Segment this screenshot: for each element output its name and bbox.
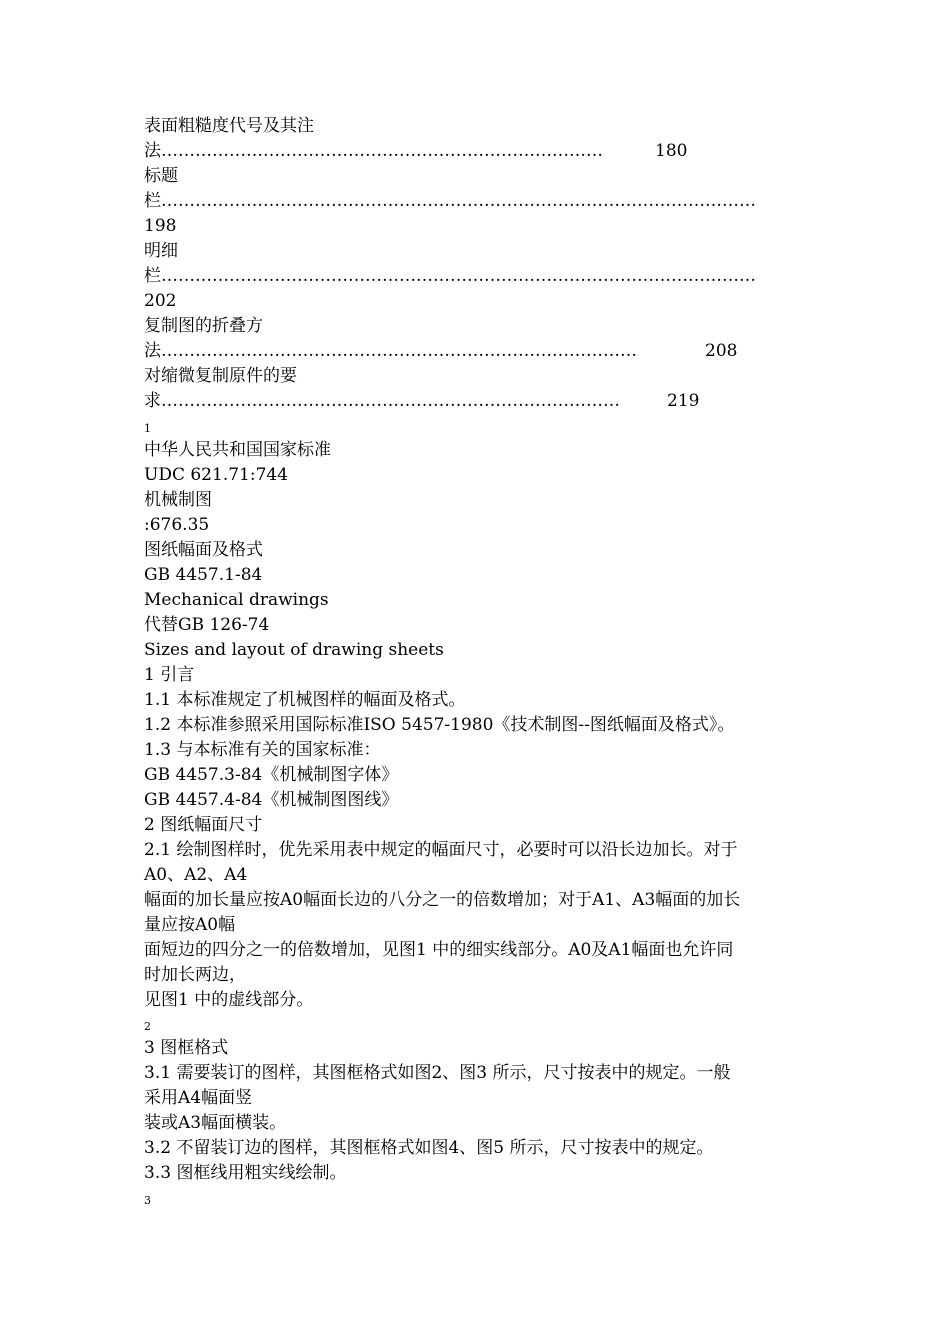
- section-3-line: 3.3 图框线用粗实线绘制。: [144, 1163, 347, 1183]
- title-cn: 图纸幅面及格式: [144, 540, 263, 560]
- section-3-line: 3.2 不留装订边的图样，其图框格式如图4、图5 所示，尺寸按表中的规定。: [144, 1138, 714, 1158]
- section-2-line: 2.1 绘制图样时，优先采用表中规定的幅面尺寸，必要时可以沿长边加长。对于: [144, 840, 738, 860]
- national-standard-label: 中华人民共和国国家标准: [144, 440, 331, 460]
- section-3-line: 采用A4幅面竖: [144, 1088, 253, 1108]
- toc-entry-2-title: 标题: [144, 166, 178, 186]
- section-2-line: A0、A2、A4: [144, 865, 248, 885]
- class-code: :676.35: [144, 515, 210, 535]
- toc-entry-2-dots: ……………………………………………………………………………………………: [161, 191, 756, 211]
- toc-entry-4-leader: [144, 341, 737, 361]
- section-1-2: 1.2 本标准参照采用国际标准ISO 5457-1980《技术制图--图纸幅面及格式》。: [144, 715, 735, 735]
- section-2-line: 见图1 中的虚线部分。: [144, 990, 314, 1010]
- toc-entry-1-leader: [144, 141, 687, 161]
- toc-entry-4-page: 208: [705, 341, 738, 361]
- section-2-line: 量应按A0幅: [144, 915, 236, 935]
- toc-entry-2-page: 198: [144, 216, 177, 236]
- toc-entry-1-page: 180: [655, 141, 688, 161]
- page-number: 2: [144, 1020, 151, 1033]
- toc-entry-5-lead: 求: [144, 391, 161, 411]
- toc-entry-5-dots: ………………………………………………………………………: [161, 391, 620, 411]
- toc-entry-1-title: 表面粗糙度代号及其注: [144, 116, 314, 136]
- toc-entry-1-lead: 法: [144, 141, 161, 161]
- standard-code: GB 4457.1-84: [144, 565, 263, 585]
- toc-entry-1-dots: ……………………………………………………………………: [161, 141, 603, 161]
- toc-entry-2-leader: [144, 191, 793, 211]
- toc-entry-3-page: 202: [144, 291, 177, 311]
- section-3-line: 装或A3幅面横装。: [144, 1113, 287, 1133]
- udc-code: UDC 621.71:744: [144, 465, 289, 485]
- toc-entry-5-title: 对缩微复制原件的要: [144, 366, 297, 386]
- reference-standard: GB 4457.4-84《机械制图图线》: [144, 790, 399, 810]
- section-1-3: 1.3 与本标准有关的国家标准：: [144, 740, 381, 760]
- page-number: 1: [144, 422, 151, 435]
- toc-entry-4-title: 复制图的折叠方: [144, 316, 263, 336]
- toc-entry-5-page: 219: [667, 391, 700, 411]
- toc-entry-2-lead: 栏: [144, 191, 161, 211]
- subject-cn: 机械制图: [144, 490, 212, 510]
- section-3-heading: 3 图框格式: [144, 1038, 229, 1058]
- section-2-heading: 2 图纸幅面尺寸: [144, 815, 263, 835]
- toc-entry-4-dots: …………………………………………………………………………: [161, 341, 637, 361]
- section-2-line: 面短边的四分之一的倍数增加，见图1 中的细实线部分。A0及A1幅面也允许同: [144, 940, 734, 960]
- section-2-line: 时加长两边，: [144, 965, 246, 985]
- toc-entry-4-lead: 法: [144, 341, 161, 361]
- toc-entry-3-leader: [144, 266, 793, 286]
- replaces-standard: 代替GB 126-74: [144, 615, 270, 635]
- page-number: 3: [144, 1194, 151, 1207]
- title-en: Sizes and layout of drawing sheets: [144, 640, 444, 660]
- toc-entry-5-leader: [144, 391, 699, 411]
- section-3-line: 3.1 需要装订的图样，其图框格式如图2、图3 所示，尺寸按表中的规定。一般: [144, 1063, 731, 1083]
- subject-en: Mechanical drawings: [144, 590, 329, 610]
- reference-standard: GB 4457.3-84《机械制图字体》: [144, 765, 399, 785]
- section-1-1: 1.1 本标准规定了机械图样的幅面及格式。: [144, 690, 466, 710]
- toc-entry-3-title: 明细: [144, 241, 178, 261]
- section-1-heading: 1 引言: [144, 665, 195, 685]
- toc-entry-3-lead: 栏: [144, 266, 161, 286]
- toc-entry-3-dots: ……………………………………………………………………………………………: [161, 266, 756, 286]
- section-2-line: 幅面的加长量应按A0幅面长边的八分之一的倍数增加；对于A1、A3幅面的加长: [144, 890, 741, 910]
